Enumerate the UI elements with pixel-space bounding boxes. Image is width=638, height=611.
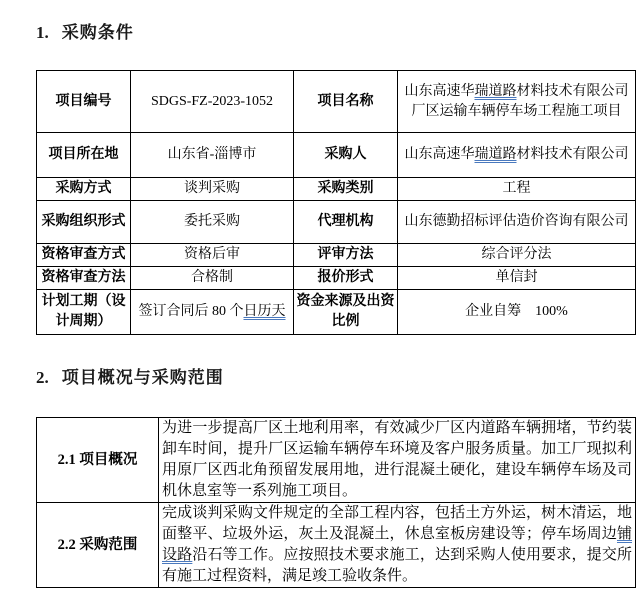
text-segment: 材料技术有限公司厂区运输车辆停车场工程施工项目 <box>411 83 629 119</box>
text-segment: 谈判采购 <box>184 181 240 196</box>
text-segment: SDGS-FZ-2023-1052 <box>150 93 274 109</box>
cell-value <box>131 267 294 290</box>
cell-value <box>398 178 636 201</box>
cell-value <box>398 267 636 290</box>
cell-label: 项目编号 <box>37 71 131 133</box>
cell-value <box>131 201 294 244</box>
cell-value <box>131 290 294 335</box>
table-row-procurement-scope <box>37 503 636 588</box>
cell-label: 采购类别 <box>294 178 398 201</box>
project-overview-table <box>36 417 636 588</box>
section-1-number: 1. <box>36 23 49 42</box>
procurement-conditions-table <box>36 70 636 335</box>
table-row-planned-duration <box>37 290 636 335</box>
spellcheck-underline: 瑞道路 <box>474 83 517 99</box>
cell-label: 采购方式 <box>37 178 131 201</box>
cell-label: 计划工期（设计周期） <box>37 290 131 335</box>
spellcheck-underline: 日历天 <box>243 304 286 319</box>
cell-value <box>131 71 294 133</box>
table-row-organization-form <box>37 201 636 244</box>
cell-label: 采购人 <box>294 133 398 178</box>
text-segment: 完成谈判采购文件规定的全部工程内容，包括土方外运，树木清运，地面整平、垃圾外运，灰土及混凝土，休息室板房建设等；停车场周边 <box>162 505 632 542</box>
cell-value <box>159 418 636 503</box>
text-segment: 材料技术有限公司 <box>516 147 629 162</box>
text-segment: 单信封 <box>495 270 538 285</box>
cell-value <box>159 503 636 588</box>
cell-label: 代理机构 <box>294 201 398 244</box>
cell-label: 资格审查方法 <box>37 267 131 290</box>
cell-label: 2.1 项目概况 <box>37 418 159 503</box>
cell-value <box>398 201 636 244</box>
cell-label: 资格审查方式 <box>37 244 131 267</box>
cell-label: 项目所在地 <box>37 133 131 178</box>
cell-value <box>398 133 636 178</box>
text-segment: 工程 <box>502 181 531 196</box>
section-2-heading <box>36 365 635 390</box>
text-segment: 为进一步提高厂区土地利用率，有效减少厂区内道路车辆拥堵，节约装卸车时间，提升厂区运输车辆停车环境及客户服务质量。加工厂现拟利用原厂区西北角预留发展用地，进行混凝土硬化，建设车辆停车场及司机休息室等一系列施工项目。 <box>162 420 632 499</box>
table-row-project-number <box>37 71 636 133</box>
cell-label: 2.2 采购范围 <box>37 503 159 588</box>
cell-label: 报价形式 <box>294 267 398 290</box>
text-segment: 山东德勤招标评估造价咨询有限公司 <box>404 214 629 229</box>
section-1-title: 采购条件 <box>61 23 134 42</box>
text-segment: 签订合同后 80 个 <box>138 304 244 319</box>
text-segment: 资格后审 <box>184 247 240 262</box>
table-row-procurement-method <box>37 178 636 201</box>
cell-value <box>131 178 294 201</box>
cell-label: 采购组织形式 <box>37 201 131 244</box>
text-segment: 山东高速华 <box>404 147 475 162</box>
cell-value <box>398 71 636 133</box>
text-segment: 山东省-淄博市 <box>167 147 257 162</box>
cell-label: 资金来源及出资比例 <box>294 290 398 335</box>
text-segment: 山东高速华 <box>404 83 475 99</box>
cell-value <box>131 244 294 267</box>
cell-value <box>398 290 636 335</box>
table-row-project-overview <box>37 418 636 503</box>
cell-value <box>398 244 636 267</box>
table-row-qualification-system <box>37 267 636 290</box>
text-segment: 沿石等工作。应按照技术要求施工，达到采购人使用要求，提交所有施工过程资料，满足竣工验收条件。 <box>162 547 632 584</box>
table-row-qualification-review-method <box>37 244 636 267</box>
cell-value <box>131 133 294 178</box>
section-1-heading <box>36 20 635 45</box>
spellcheck-underline: 铺设路 <box>162 526 632 563</box>
spellcheck-underline: 瑞道路 <box>474 147 517 162</box>
text-segment: 综合评分法 <box>481 247 552 262</box>
text-segment: 企业自筹 100% <box>465 304 568 319</box>
section-2-title: 项目概况与采购范围 <box>61 368 224 387</box>
table-row-project-location <box>37 133 636 178</box>
cell-label: 项目名称 <box>294 71 398 133</box>
text-segment: 合格制 <box>191 270 233 285</box>
section-2-number: 2. <box>36 368 49 387</box>
text-segment: 委托采购 <box>184 214 240 229</box>
cell-label: 评审方法 <box>294 244 398 267</box>
